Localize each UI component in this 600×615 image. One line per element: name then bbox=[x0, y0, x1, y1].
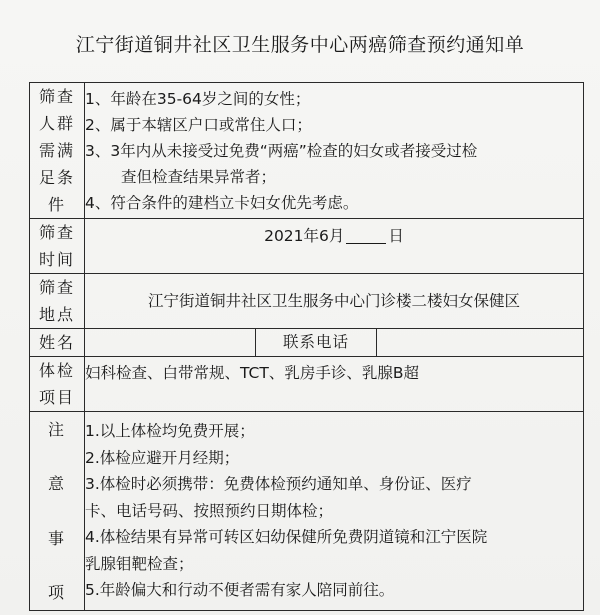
notes-row bbox=[30, 412, 584, 611]
criteria-label bbox=[30, 83, 85, 219]
note-item: 3.体检时必须携带：免费体检预约通知单、身份证、医疗 bbox=[85, 475, 472, 494]
criteria-label-line: 筛查 bbox=[38, 87, 75, 106]
notes-label-char: 项 bbox=[47, 582, 66, 602]
criteria-item: 3、3年内从未接受过免费“两癌”检查的妇女或者接受过检 bbox=[85, 141, 478, 160]
exam-value: 妇科检查、白带常规、TCT、乳房手诊、乳腺B超 bbox=[85, 357, 584, 412]
criteria-item: 4、符合条件的建档立卡妇女优先考虑。 bbox=[85, 193, 359, 212]
criteria-item: 查但检查结果异常者； bbox=[121, 167, 277, 186]
criteria-label-line: 件 bbox=[47, 195, 66, 214]
page-title: 江宁街道铜井社区卫生服务中心两癌筛查预约通知单 bbox=[75, 34, 525, 56]
name-phone-row bbox=[30, 329, 584, 357]
date-blank-field[interactable] bbox=[346, 225, 386, 244]
time-label-line: 时间 bbox=[38, 250, 75, 269]
location-row bbox=[30, 274, 584, 329]
note-item: 2.体检应避开月经期； bbox=[85, 448, 240, 467]
location-label-line: 地点 bbox=[38, 305, 75, 324]
criteria-label-line: 足条 bbox=[38, 168, 75, 187]
note-item: 1.以上体检均免费开展； bbox=[85, 422, 255, 441]
criteria-item: 2、属于本辖区户口或常住人口； bbox=[85, 115, 312, 134]
exam-label-line: 项目 bbox=[38, 388, 75, 407]
criteria-content bbox=[85, 83, 584, 219]
time-row bbox=[30, 219, 584, 274]
notes-label bbox=[30, 412, 85, 611]
exam-row bbox=[30, 357, 584, 412]
time-label bbox=[30, 219, 85, 274]
name-label: 姓名 bbox=[30, 329, 85, 357]
name-field[interactable] bbox=[85, 329, 256, 357]
time-value-prefix: 2021年6月 bbox=[264, 227, 345, 245]
note-item: 4.体检结果有异常可转区妇幼保健所免费阴道镜和江宁医院 bbox=[85, 528, 488, 547]
notes-label-char: 意 bbox=[47, 474, 66, 494]
exam-label bbox=[30, 357, 85, 412]
criteria-label-line: 人群 bbox=[38, 114, 75, 133]
location-label bbox=[30, 274, 85, 329]
time-value-suffix: 日 bbox=[388, 227, 404, 245]
notes-content bbox=[85, 412, 584, 611]
time-value bbox=[85, 219, 584, 274]
notice-table bbox=[29, 82, 584, 611]
notes-label-column bbox=[30, 412, 84, 610]
phone-label: 联系电话 bbox=[256, 329, 377, 357]
note-item: 乳腺钼靶检查； bbox=[85, 554, 194, 573]
phone-field[interactable] bbox=[377, 329, 584, 357]
note-item: 5.年龄偏大和行动不便者需有家人陪同前往。 bbox=[85, 581, 395, 600]
location-value: 江宁街道铜井社区卫生服务中心门诊楼二楼妇女保健区 bbox=[85, 274, 584, 329]
notes-label-char: 注 bbox=[47, 420, 66, 439]
criteria-label-line: 需满 bbox=[38, 141, 75, 160]
location-label-line: 筛查 bbox=[38, 278, 75, 297]
time-label-line: 筛查 bbox=[38, 223, 75, 242]
notes-label-char: 事 bbox=[47, 528, 66, 548]
criteria-row bbox=[30, 83, 584, 219]
exam-label-line: 体检 bbox=[38, 361, 75, 380]
criteria-item: 1、年龄在35-64岁之间的女性； bbox=[85, 89, 311, 108]
note-item: 卡、电话号码、按照预约日期体检； bbox=[85, 501, 334, 520]
